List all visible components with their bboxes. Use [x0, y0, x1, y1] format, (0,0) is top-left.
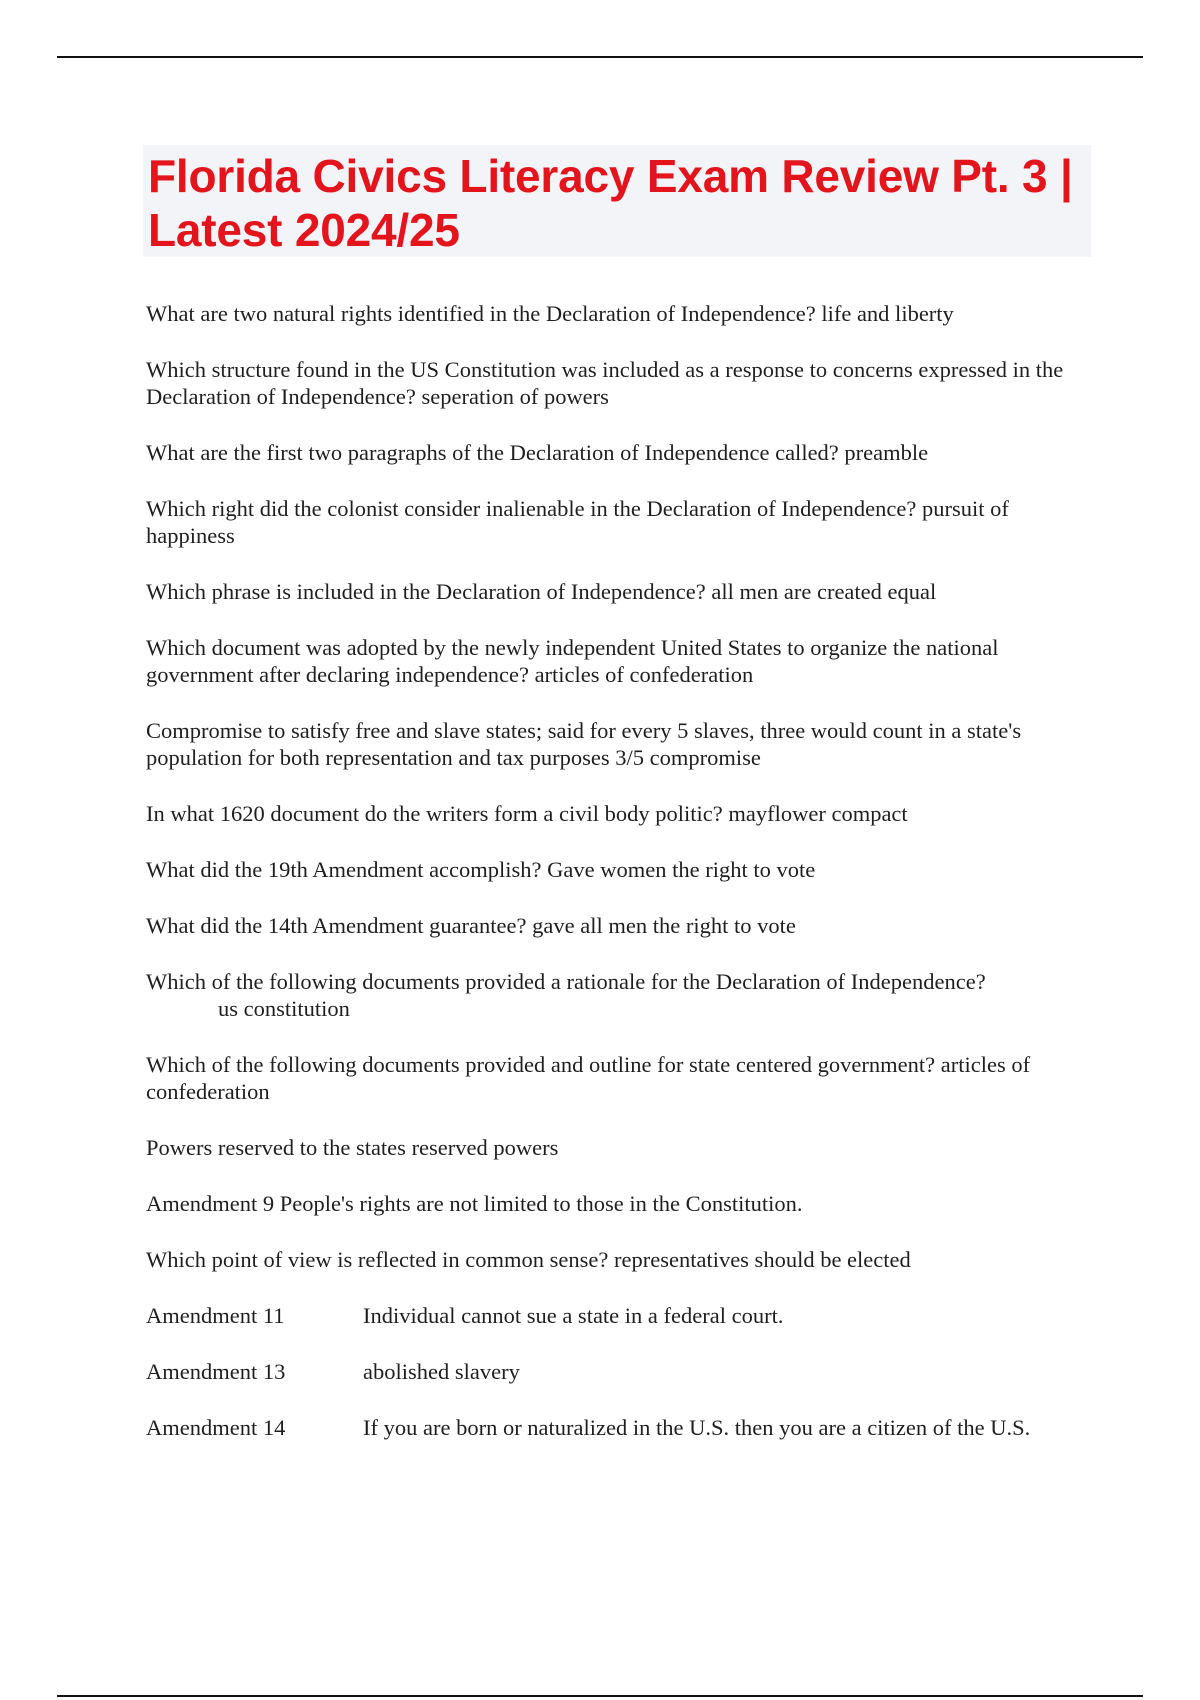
qa-list [146, 300, 1091, 1470]
term-row [146, 1414, 1091, 1441]
question: What are two natural rights identified in the Declaration of Independence? [146, 301, 816, 326]
qa-item [146, 1190, 1091, 1217]
qa-item [146, 1134, 1091, 1161]
question: Which point of view is reflected in common sense? [146, 1247, 609, 1272]
question: In what 1620 document do the writers form a civil body politic? [146, 801, 723, 826]
qa-item [146, 300, 1091, 327]
term: Amendment 11 [146, 1303, 285, 1328]
qa-item [146, 1246, 1091, 1273]
answer: articles of confederation [534, 662, 754, 687]
question: Compromise to satisfy free and slave states; said for every 5 slaves, three would count in a state's population for both representation and tax purposes [146, 718, 1022, 770]
answer: life and liberty [821, 301, 954, 326]
definition: If you are born or naturalized in the U.S. then you are a citizen of the U.S. [363, 1415, 1031, 1440]
answer: reserved powers [411, 1135, 559, 1160]
term: Amendment 13 [146, 1359, 286, 1384]
definition: Individual cannot sue a state in a federal court. [363, 1303, 784, 1328]
question: Which phrase is included in the Declaration of Independence? [146, 579, 706, 604]
qa-item [146, 800, 1091, 827]
question: Which document was adopted by the newly independent United States to organize the national government after declaring independence? [146, 635, 999, 687]
qa-item [146, 495, 1091, 549]
qa-item [146, 439, 1091, 466]
question: Which right did the colonist consider inalienable in the Declaration of Independence? [146, 496, 917, 521]
question: What did the 19th Amendment accomplish? [146, 857, 542, 882]
qa-item [146, 634, 1091, 688]
footer-rule [57, 1695, 1143, 1697]
question: Which of the following documents provided and outline for state centered government? [146, 1052, 936, 1077]
qa-item [146, 356, 1091, 410]
question: What are the first two paragraphs of the Declaration of Independence called? [146, 440, 839, 465]
qa-item [146, 968, 1091, 1022]
answer: 3/5 compromise [615, 745, 761, 770]
answer: articles of confederation [146, 1052, 1036, 1104]
title-banner [143, 145, 1091, 257]
term-row [146, 1358, 1091, 1385]
answer: People's rights are not limited to those in the Constitution. [279, 1191, 803, 1216]
definition: abolished slavery [363, 1359, 520, 1384]
question: Powers reserved to the states [146, 1135, 406, 1160]
answer: seperation of powers [421, 384, 609, 409]
answer: pursuit of happiness [146, 496, 1015, 548]
term: Amendment 14 [146, 1415, 286, 1440]
header-rule [57, 56, 1143, 58]
qa-item [146, 856, 1091, 883]
document-title: Florida Civics Literacy Exam Review Pt. 3 | Latest 2024/25 [148, 150, 1073, 256]
question: Which of the following documents provided a rationale for the Declaration of Independence? [146, 969, 986, 994]
question: Which structure found in the US Constitution was included as a response to concerns expressed in the Declaration of Independence? [146, 357, 1064, 409]
question: Amendment 9 [146, 1191, 275, 1216]
qa-item [146, 578, 1091, 605]
qa-item [146, 912, 1091, 939]
answer: Gave women the right to vote [547, 857, 816, 882]
answer: us constitution [218, 996, 350, 1021]
answer: mayflower compact [728, 801, 908, 826]
term-row [146, 1302, 1091, 1329]
answer: preamble [844, 440, 929, 465]
answer: all men are created equal [711, 579, 937, 604]
qa-item [146, 1051, 1091, 1105]
question: What did the 14th Amendment guarantee? [146, 913, 527, 938]
qa-item [146, 717, 1091, 771]
answer: gave all men the right to vote [532, 913, 796, 938]
answer: representatives should be elected [614, 1247, 911, 1272]
